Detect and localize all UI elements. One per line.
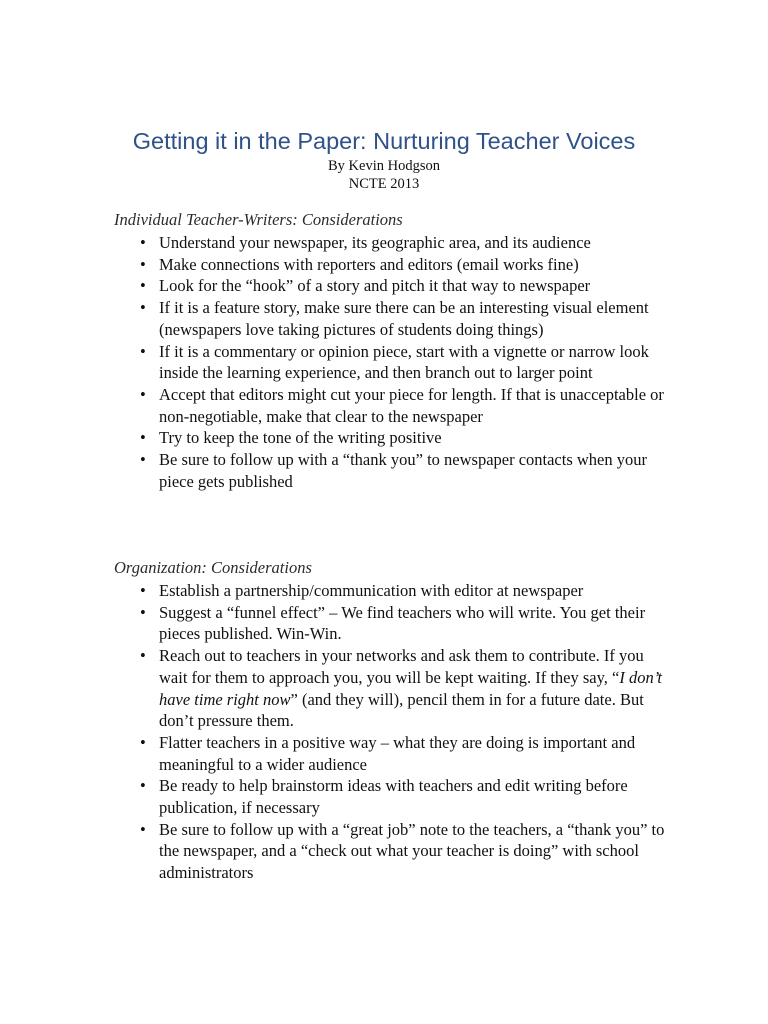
list-item xyxy=(114,275,674,297)
list-item-text: Be ready to help brainstorm ideas with teachers and edit writing before publication, if necessary xyxy=(159,776,628,818)
section-organization xyxy=(114,557,674,884)
quoted-excuse: I don’t have time right now xyxy=(159,667,662,709)
list-item-text: If it is a commentary or opinion piece, start with a vignette or narrow look inside the learning experience, and then branch out to larger point xyxy=(159,341,649,383)
bullet-icon: • xyxy=(140,602,146,622)
list-item xyxy=(114,427,674,449)
bullet-list xyxy=(114,232,674,492)
bullet-icon: • xyxy=(140,732,146,752)
bullet-icon: • xyxy=(140,646,146,666)
list-item-text: Try to keep the tone of the writing positive xyxy=(159,428,442,448)
list-item-text: Establish a partnership/communication with editor at newspaper xyxy=(159,581,584,600)
list-item-text: Suggest a “funnel effect” – We find teachers who will write. You get their pieces published. Win-Win. xyxy=(159,602,646,644)
bullet-icon: • xyxy=(140,776,146,796)
author-byline: By Kevin Hodgson xyxy=(328,158,440,174)
bullet-icon: • xyxy=(140,384,146,404)
list-item-text: Be sure to follow up with a “great job” note to the teachers, a “thank you” to the newspaper, and a “check out what your teacher is doing” with school administrators xyxy=(159,819,665,883)
bullet-icon: • xyxy=(140,254,146,274)
list-item xyxy=(114,449,674,492)
bullet-list xyxy=(114,580,674,884)
list-item xyxy=(114,602,674,645)
list-item-text: Flatter teachers in a positive way – what they are doing is important and meaningful to a wider audience xyxy=(159,732,636,774)
list-item-text: If it is a feature story, make sure there can be an interesting visual element (newspapers love taking pictures of students doing things) xyxy=(159,298,649,339)
list-item xyxy=(114,232,674,254)
bullet-icon: • xyxy=(140,819,146,839)
section-individual-teacher-writers xyxy=(114,209,674,492)
list-item-text-before: Reach out to teachers in your networks and ask them to contribute. If you wait for them to approach you, you will be kept waiting. If they say, “ xyxy=(159,646,644,687)
list-item xyxy=(114,297,674,340)
list-item xyxy=(114,341,674,384)
document-title: Getting it in the Paper: Nurturing Teacher Voices xyxy=(132,128,636,154)
bullet-icon: • xyxy=(140,298,146,318)
section-heading: Organization: Considerations xyxy=(114,558,312,577)
list-item-text: Be sure to follow up with a “thank you” to newspaper contacts when your piece gets published xyxy=(159,450,647,491)
list-item-text-after: ” (and they will), pencil them in for a future date. But don’t pressure them. xyxy=(159,689,644,731)
list-item xyxy=(114,732,674,775)
bullet-icon: • xyxy=(140,428,146,448)
bullet-icon: • xyxy=(140,450,146,470)
list-item xyxy=(114,384,674,427)
bullet-icon: • xyxy=(140,341,146,361)
bullet-icon: • xyxy=(140,581,146,600)
list-item xyxy=(114,645,674,732)
list-item-text: Understand your newspaper, its geographic area, and its audience xyxy=(159,233,591,252)
bullet-icon: • xyxy=(140,233,146,252)
list-item xyxy=(114,580,674,602)
section-heading: Individual Teacher-Writers: Considerations xyxy=(114,210,403,229)
list-item xyxy=(114,254,674,276)
bullet-icon: • xyxy=(140,276,146,296)
event-name: NCTE 2013 xyxy=(348,176,420,192)
list-item xyxy=(114,819,674,884)
list-item xyxy=(114,775,674,818)
list-item-text: Accept that editors might cut your piece for length. If that is unacceptable or non-negotiable, make that clear to the newspaper xyxy=(159,384,664,426)
list-item-text: Make connections with reporters and editors (email works fine) xyxy=(159,254,579,274)
list-item-text: Look for the “hook” of a story and pitch it that way to newspaper xyxy=(159,276,591,296)
